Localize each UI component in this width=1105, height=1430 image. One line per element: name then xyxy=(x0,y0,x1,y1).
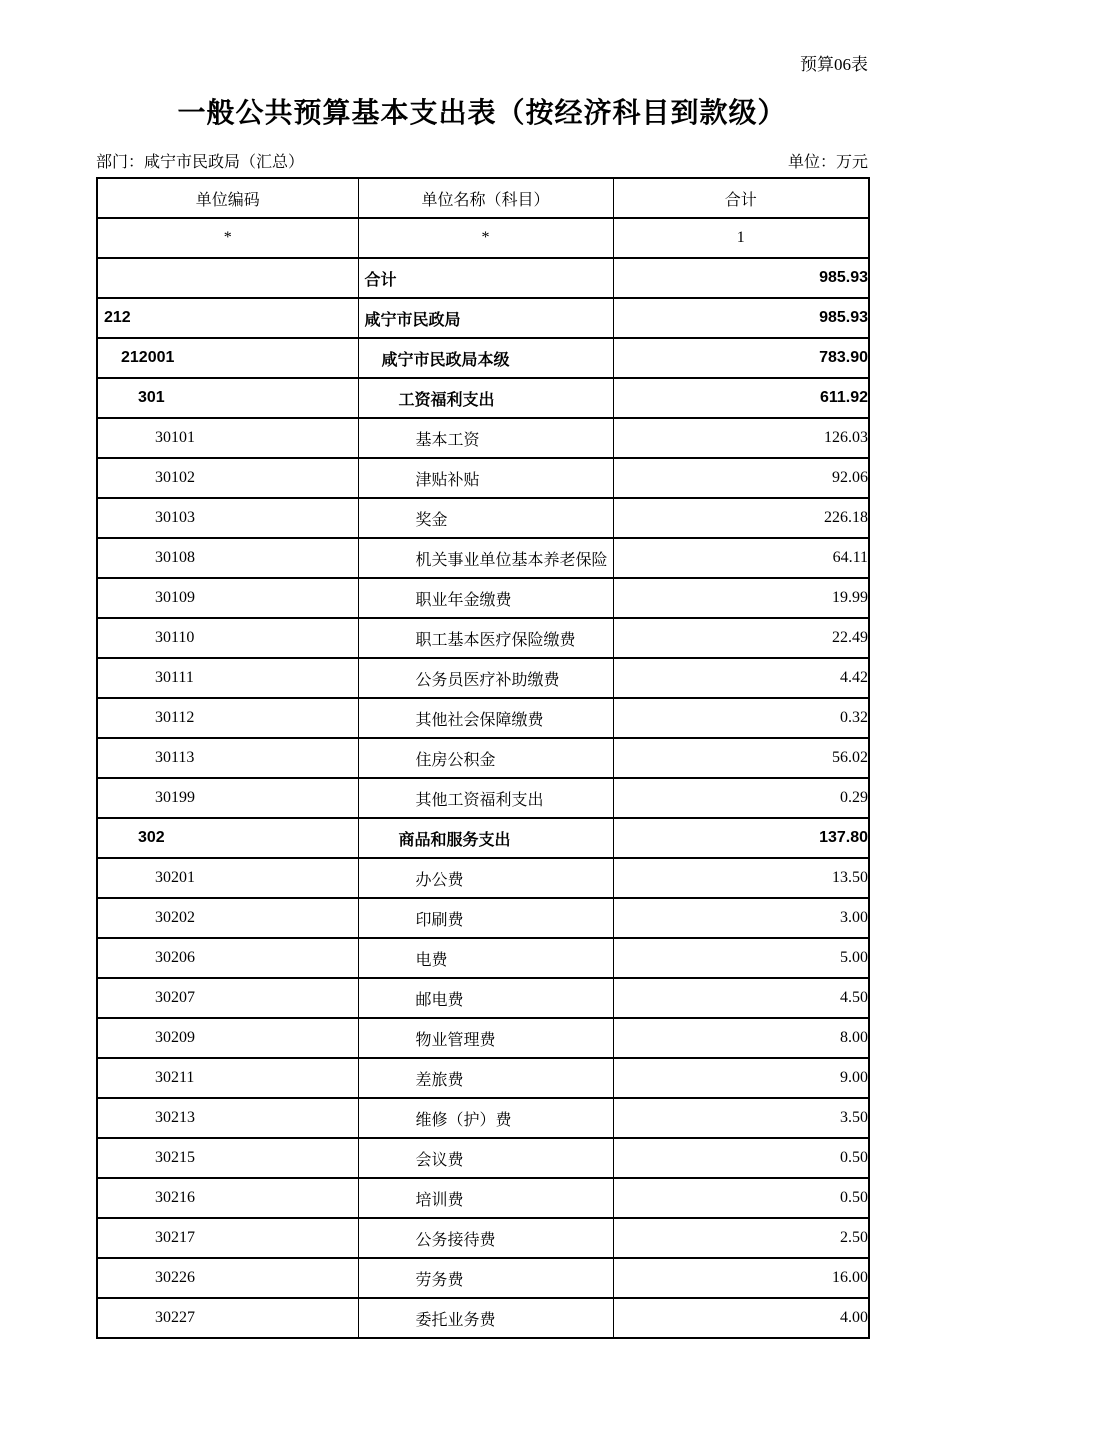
code-cell: 30101 xyxy=(97,418,358,458)
name-cell: 咸宁市民政局本级 xyxy=(358,338,613,378)
table-row xyxy=(97,898,869,938)
column-header-unit-code: 单位编码 xyxy=(97,178,358,218)
table-row xyxy=(97,578,869,618)
table-row xyxy=(97,1058,869,1098)
value-cell: 783.90 xyxy=(613,338,869,378)
name-cell: 印刷费 xyxy=(358,898,613,938)
value-cell: 985.93 xyxy=(613,258,869,298)
table-row xyxy=(97,258,869,298)
code-cell: 30207 xyxy=(97,978,358,1018)
code-cell: 30216 xyxy=(97,1178,358,1218)
table-row xyxy=(97,498,869,538)
table-row xyxy=(97,1098,869,1138)
code-cell: 30111 xyxy=(97,658,358,698)
sheet-number-label: 预算06表 xyxy=(800,55,868,74)
name-cell: 电费 xyxy=(358,938,613,978)
value-cell: 9.00 xyxy=(613,1058,869,1098)
code-cell: 301 xyxy=(97,378,358,418)
table-row xyxy=(97,1298,869,1338)
value-cell: 611.92 xyxy=(613,378,869,418)
name-cell: 工资福利支出 xyxy=(358,378,613,418)
code-cell: 30199 xyxy=(97,778,358,818)
table-row xyxy=(97,458,869,498)
table-row xyxy=(97,698,869,738)
code-cell: 30215 xyxy=(97,1138,358,1178)
code-cell: 30113 xyxy=(97,738,358,778)
code-cell: 30226 xyxy=(97,1258,358,1298)
name-cell: 咸宁市民政局 xyxy=(358,298,613,338)
name-cell: 津贴补贴 xyxy=(358,458,613,498)
table-row xyxy=(97,378,869,418)
name-cell: 物业管理费 xyxy=(358,1018,613,1058)
value-cell: 3.00 xyxy=(613,898,869,938)
name-cell: 公务接待费 xyxy=(358,1218,613,1258)
code-cell: 30201 xyxy=(97,858,358,898)
value-cell: 5.00 xyxy=(613,938,869,978)
value-cell: 3.50 xyxy=(613,1098,869,1138)
value-cell: 64.11 xyxy=(613,538,869,578)
value-cell: 226.18 xyxy=(613,498,869,538)
value-cell: 56.02 xyxy=(613,738,869,778)
department-label: 部门：咸宁市民政局（汇总） xyxy=(96,154,305,171)
code-cell: 30202 xyxy=(97,898,358,938)
name-cell: 职业年金缴费 xyxy=(358,578,613,618)
value-cell: 22.49 xyxy=(613,618,869,658)
code-cell: 212 xyxy=(97,298,358,338)
code-cell: 30206 xyxy=(97,938,358,978)
name-cell: 其他工资福利支出 xyxy=(358,778,613,818)
name-cell: 培训费 xyxy=(358,1178,613,1218)
name-cell: 其他社会保障缴费 xyxy=(358,698,613,738)
table-row xyxy=(97,818,869,858)
name-cell: 办公费 xyxy=(358,858,613,898)
name-cell: 维修（护）费 xyxy=(358,1098,613,1138)
name-cell: 邮电费 xyxy=(358,978,613,1018)
table-header-row xyxy=(97,178,869,218)
index-cell: * xyxy=(97,218,358,258)
code-cell: 30211 xyxy=(97,1058,358,1098)
name-cell: 机关事业单位基本养老保险 xyxy=(358,538,613,578)
code-cell: 30217 xyxy=(97,1218,358,1258)
table-row xyxy=(97,338,869,378)
name-cell: 奖金 xyxy=(358,498,613,538)
value-cell: 8.00 xyxy=(613,1018,869,1058)
table-index-row xyxy=(97,218,869,258)
value-cell: 0.29 xyxy=(613,778,869,818)
table-row xyxy=(97,858,869,898)
value-cell: 126.03 xyxy=(613,418,869,458)
table-row xyxy=(97,1258,869,1298)
table-row xyxy=(97,738,869,778)
name-cell: 会议费 xyxy=(358,1138,613,1178)
name-cell: 商品和服务支出 xyxy=(358,818,613,858)
value-cell: 985.93 xyxy=(613,298,869,338)
table-row xyxy=(97,978,869,1018)
table-row xyxy=(97,418,869,458)
name-cell: 住房公积金 xyxy=(358,738,613,778)
table-row xyxy=(97,298,869,338)
value-cell: 0.32 xyxy=(613,698,869,738)
name-cell: 公务员医疗补助缴费 xyxy=(358,658,613,698)
unit-label: 单位：万元 xyxy=(787,154,868,171)
value-cell: 0.50 xyxy=(613,1178,869,1218)
code-cell: 30103 xyxy=(97,498,358,538)
name-cell: 差旅费 xyxy=(358,1058,613,1098)
value-cell: 4.50 xyxy=(613,978,869,1018)
table-row xyxy=(97,778,869,818)
code-cell: 30110 xyxy=(97,618,358,658)
value-cell: 4.42 xyxy=(613,658,869,698)
meta-row xyxy=(96,149,868,172)
code-cell: 302 xyxy=(97,818,358,858)
code-cell: 30108 xyxy=(97,538,358,578)
value-cell: 19.99 xyxy=(613,578,869,618)
name-cell: 劳务费 xyxy=(358,1258,613,1298)
table-body xyxy=(97,258,869,1338)
table-row xyxy=(97,1138,869,1178)
document-page xyxy=(96,0,868,1339)
value-cell: 92.06 xyxy=(613,458,869,498)
code-cell: 30109 xyxy=(97,578,358,618)
table-row xyxy=(97,1218,869,1258)
value-cell: 4.00 xyxy=(613,1298,869,1338)
value-cell: 13.50 xyxy=(613,858,869,898)
value-cell: 137.80 xyxy=(613,818,869,858)
code-cell: 30112 xyxy=(97,698,358,738)
name-cell: 委托业务费 xyxy=(358,1298,613,1338)
value-cell: 2.50 xyxy=(613,1218,869,1258)
page-title: 一般公共预算基本支出表（按经济科目到款级） xyxy=(177,97,787,128)
code-cell: 30209 xyxy=(97,1018,358,1058)
name-cell: 合计 xyxy=(358,258,613,298)
column-header-total: 合计 xyxy=(613,178,869,218)
code-cell: 30102 xyxy=(97,458,358,498)
table-row xyxy=(97,1178,869,1218)
name-cell: 职工基本医疗保险缴费 xyxy=(358,618,613,658)
code-cell: 212001 xyxy=(97,338,358,378)
table-row xyxy=(97,538,869,578)
code-cell: 30213 xyxy=(97,1098,358,1138)
code-cell: 30227 xyxy=(97,1298,358,1338)
value-cell: 0.50 xyxy=(613,1138,869,1178)
budget-table xyxy=(96,177,870,1339)
table-row xyxy=(97,618,869,658)
column-header-unit-name: 单位名称（科目） xyxy=(358,178,613,218)
index-cell: * xyxy=(358,218,613,258)
table-row xyxy=(97,1018,869,1058)
code-cell xyxy=(97,258,358,298)
index-cell: 1 xyxy=(613,218,869,258)
name-cell: 基本工资 xyxy=(358,418,613,458)
table-row xyxy=(97,658,869,698)
table-row xyxy=(97,938,869,978)
value-cell: 16.00 xyxy=(613,1258,869,1298)
